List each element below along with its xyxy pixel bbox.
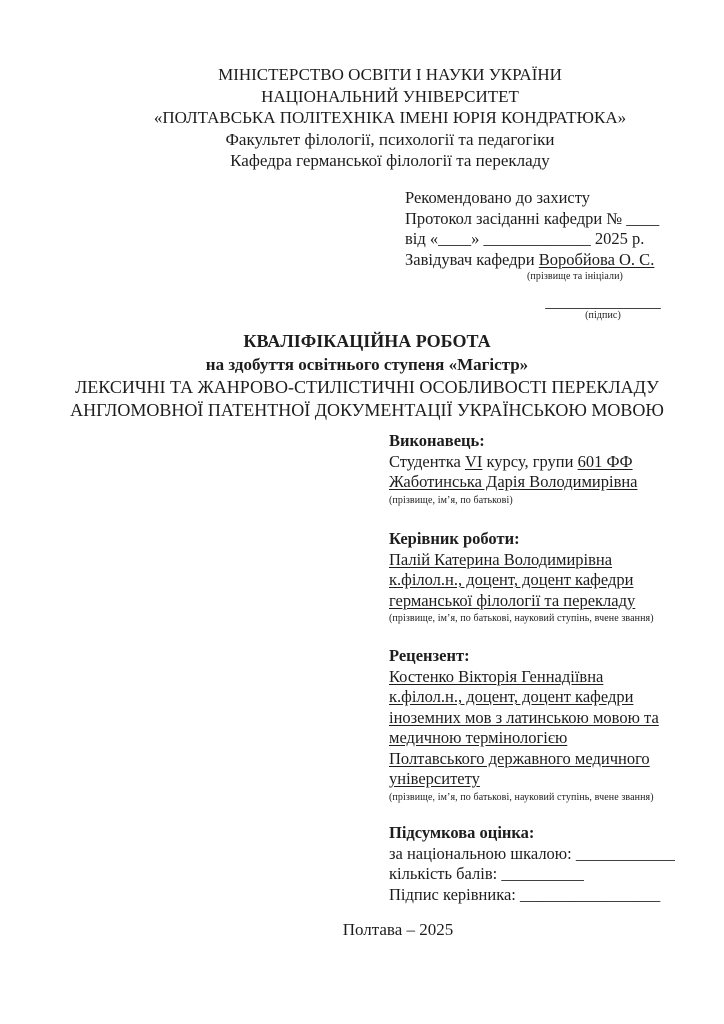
grade-signature-line	[389, 885, 699, 906]
reviewer-name-line: Костенко Вікторія Геннадіївна	[389, 666, 604, 686]
grade-heading: Підсумкова оцінка:	[389, 823, 535, 842]
reviewer-university-line-1: Полтавського державного медичного	[389, 748, 650, 768]
footer-block	[72, 919, 724, 940]
approval-block	[405, 188, 705, 322]
ministry-line: МІНІСТЕРСТВО ОСВІТИ І НАУКИ УКРАЇНИ	[218, 65, 562, 84]
date-day-blank: ____	[438, 229, 472, 248]
executor-note: (прізвище, ім’я, по батькові)	[389, 494, 513, 506]
points-blank: __________	[501, 864, 584, 883]
signature-blank: ______________	[545, 292, 661, 311]
signature-area	[543, 294, 663, 322]
executor-block	[389, 431, 699, 507]
recommended-line: Рекомендовано до захисту	[405, 188, 590, 207]
date-mid: »	[471, 229, 484, 248]
reviewer-heading: Рецензент:	[389, 646, 470, 665]
grade-block	[389, 823, 699, 905]
work-type-line: КВАЛІФІКАЦІЙНА РОБОТА	[243, 331, 491, 351]
scale-blank: ____________	[575, 843, 675, 863]
scale-line	[389, 844, 699, 865]
supervisor-block	[389, 529, 699, 625]
student-line	[389, 452, 699, 473]
reviewer-block	[389, 646, 699, 804]
supervisor-title-line: к.філол.н., доцент, доцент кафедри	[389, 570, 634, 589]
head-name-note: (прізвище та ініціали)	[527, 271, 623, 282]
department-head-line	[405, 250, 705, 271]
reviewer-department-line-2: медичною термінологією	[389, 728, 568, 747]
topic-line-1: ЛЕКСИЧНІ ТА ЖАНРОВО-СТИЛІСТИЧНІ ОСОБЛИВОСТІ ПЕРЕКЛАДУ	[75, 377, 659, 397]
reviewer-title-line: к.філол.н., доцент, доцент кафедри	[389, 687, 634, 706]
supervisor-name-line: Палій Катерина Володимирівна	[389, 549, 613, 569]
points-line	[389, 864, 699, 885]
student-prefix: Студентка	[389, 451, 465, 471]
date-year: 2025 р.	[590, 229, 645, 248]
executor-name: Жаботинська Дарія Володимирівна	[389, 472, 638, 491]
protocol-number-blank: ____	[626, 208, 660, 228]
protocol-line	[405, 209, 705, 230]
signature-note: (підпис)	[585, 310, 621, 321]
department-head-name: Воробйова О. С.	[538, 249, 655, 269]
supervisor-note: (прізвище, ім’я, по батькові, науковий ступінь, вчене звання)	[389, 613, 654, 624]
supervisor-heading: Керівник роботи:	[389, 529, 520, 548]
faculty-line: Факультет філології, психології та педагогіки	[225, 129, 555, 149]
title-block	[10, 330, 724, 422]
topic-line-2: АНГЛОМОВНОЇ ПАТЕНТНОЇ ДОКУМЕНТАЦІЇ УКРАЇНСЬКОЮ МОВОЮ	[70, 400, 664, 420]
course-value: VI	[464, 451, 483, 471]
department-line: Кафедра германської філології та перекладу	[230, 151, 550, 170]
student-mid: курсу, групи	[482, 451, 578, 471]
group-value: 601 ФФ	[577, 451, 633, 471]
department-head-label: Завідувач кафедри	[405, 249, 539, 269]
reviewer-note: (прізвище, ім’я, по батькові, науковий ступінь, вчене звання)	[389, 791, 654, 803]
date-month-blank: _____________	[483, 229, 591, 248]
scale-label: за національною шкалою:	[389, 843, 576, 863]
supervisor-department-line: германської філології та перекладу	[389, 590, 636, 610]
executor-heading: Виконавець:	[389, 431, 485, 450]
date-prefix: від «	[405, 229, 439, 248]
university-name-line: «ПОЛТАВСЬКА ПОЛІТЕХНІКА ІМЕНІ ЮРІЯ КОНДРАТЮКА»	[153, 108, 627, 127]
university-line: НАЦІОНАЛЬНИЙ УНІВЕРСИТЕТ	[261, 86, 519, 106]
header-block	[56, 64, 724, 172]
grade-signature-label: Підпис керівника:	[389, 884, 521, 904]
protocol-label: Протокол засіданні кафедри №	[405, 208, 627, 228]
reviewer-department-line-1: іноземних мов з латинською мовою та	[389, 707, 659, 727]
date-line	[405, 229, 705, 250]
degree-line: на здобуття освітнього ступеня «Магістр»	[205, 355, 529, 374]
city-year-line: Полтава – 2025	[342, 920, 454, 939]
grade-signature-blank: _________________	[520, 884, 661, 904]
reviewer-university-line-2: університету	[389, 769, 480, 788]
points-label: кількість балів:	[389, 864, 502, 883]
